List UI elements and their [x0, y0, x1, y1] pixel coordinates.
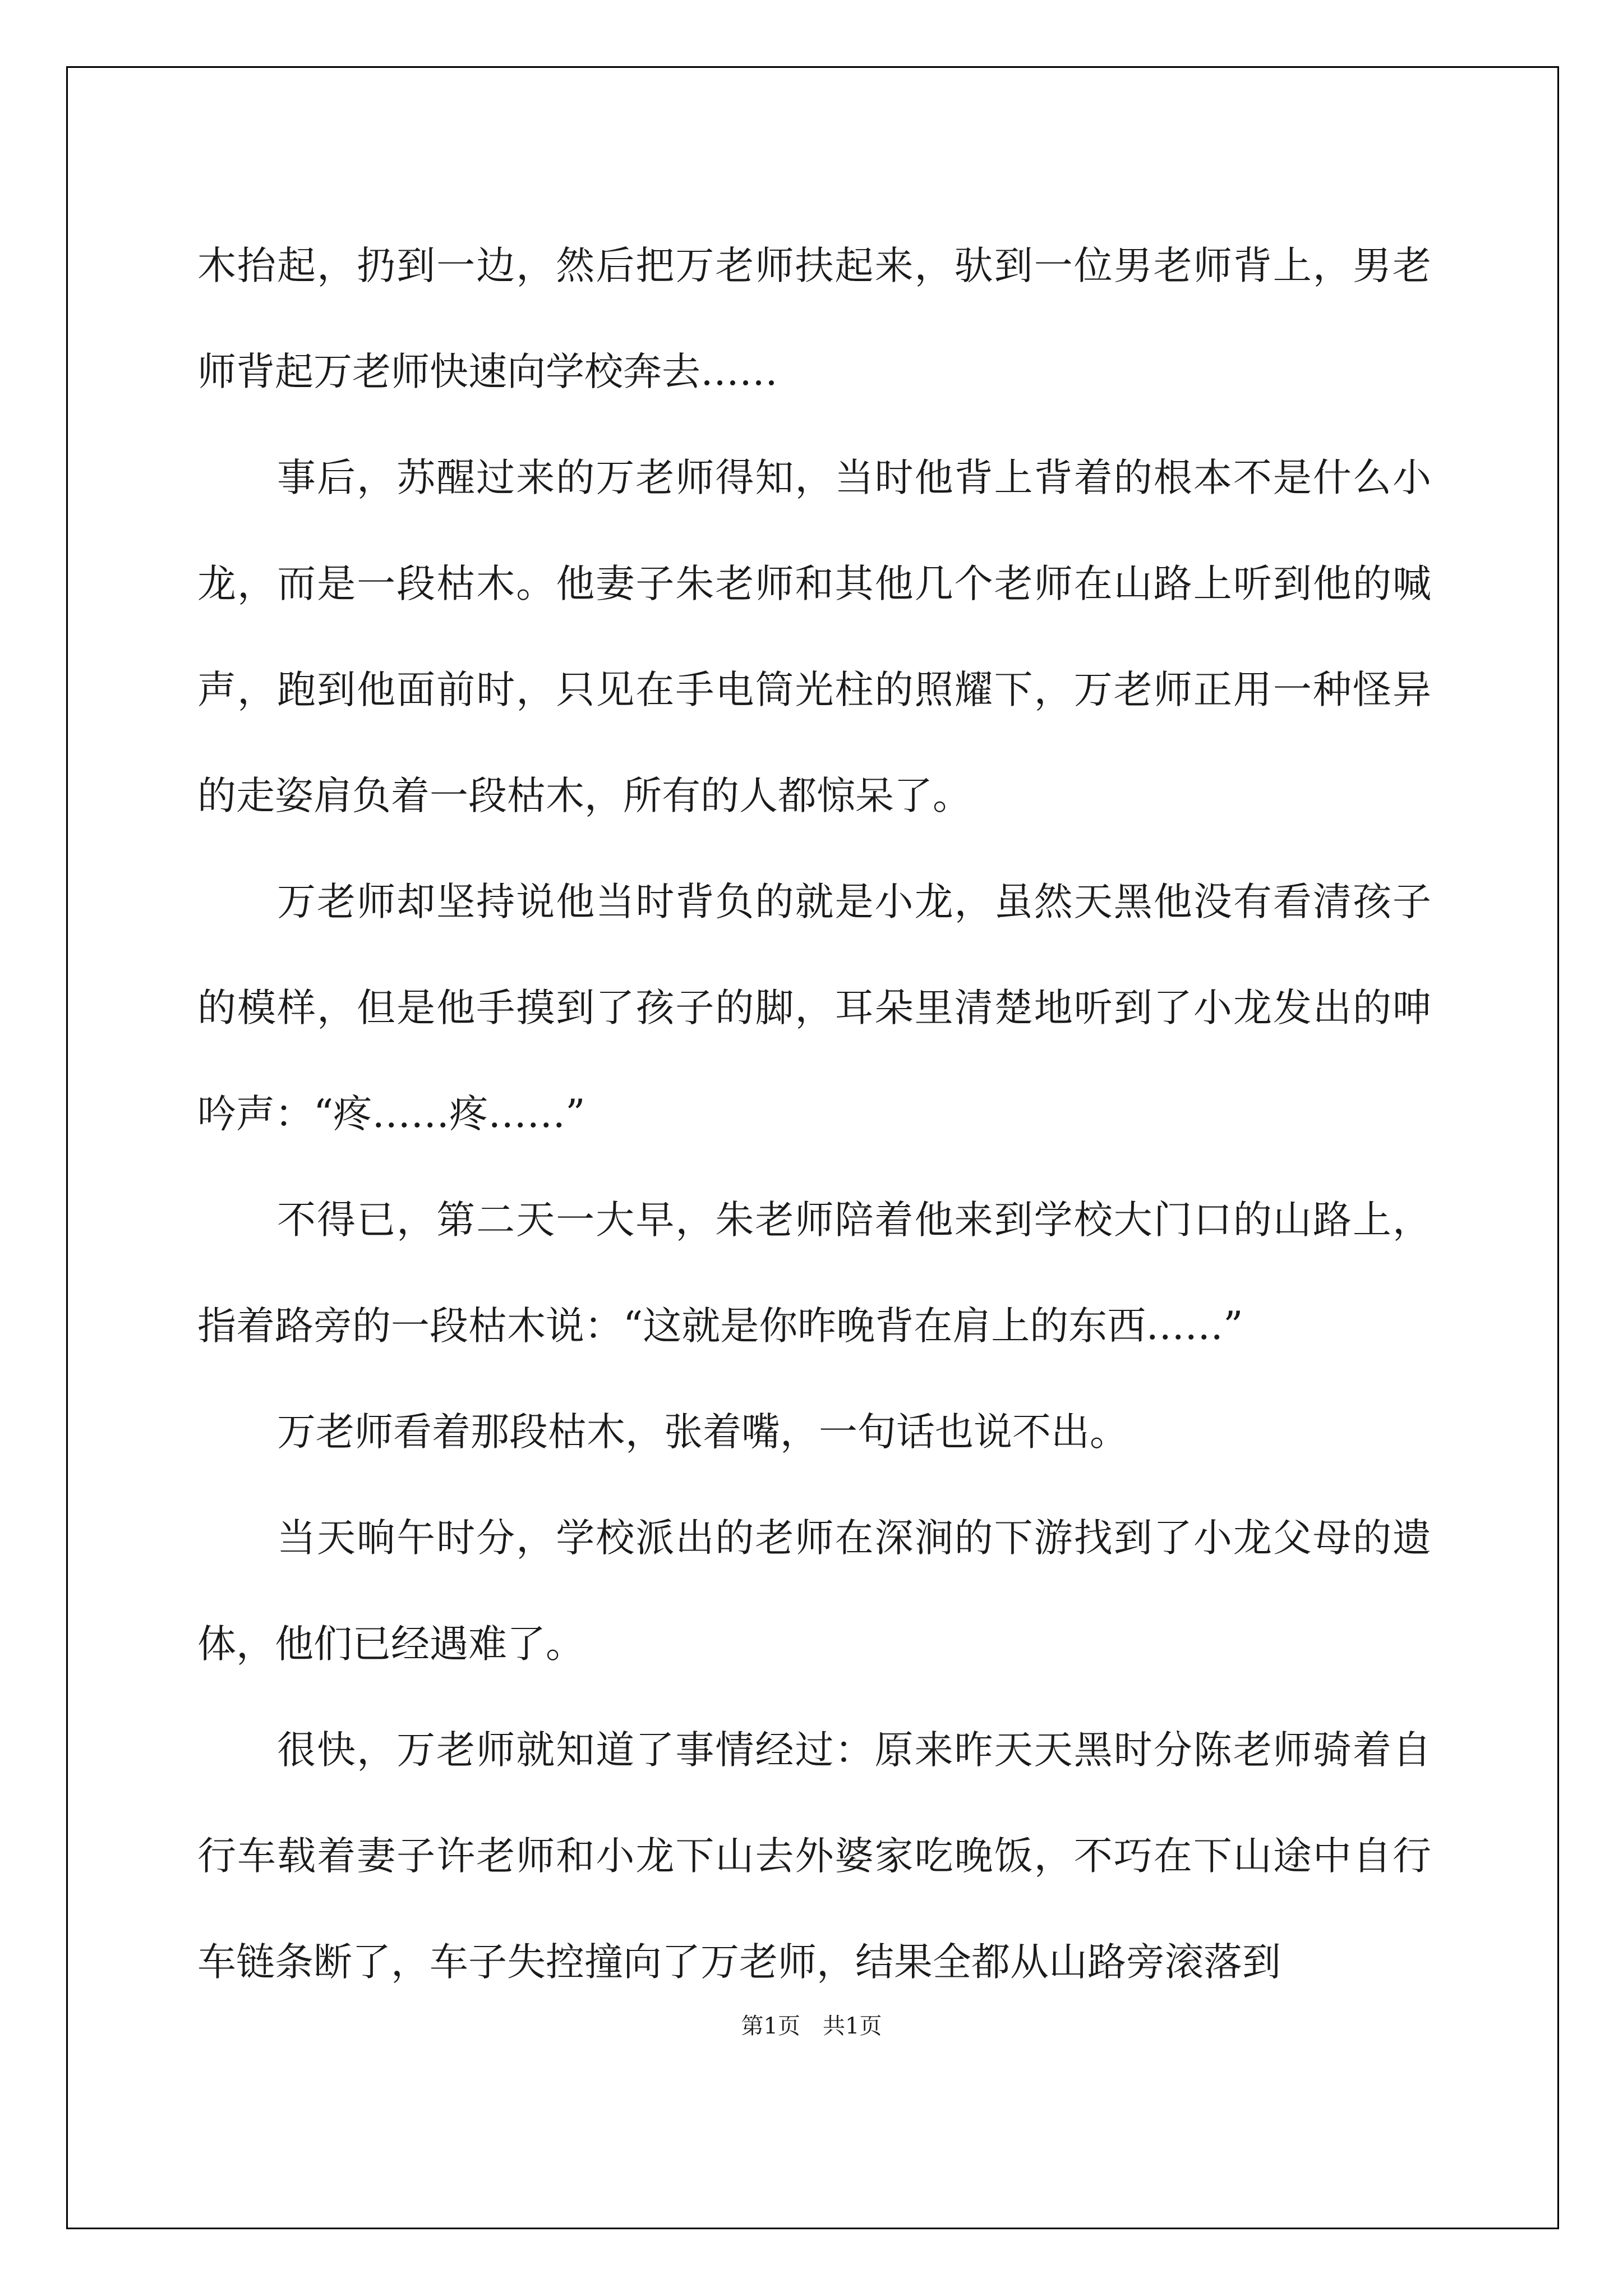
paragraph-4: 不得已，第二天一大早，朱老师陪着他来到学校大门口的山路上，指着路旁的一段枯木说：“这就是你昨晚背在肩上的东西……” — [197, 1198, 1431, 1349]
paragraph-7: 很快，万老师就知道了事情经过：原来昨天天黑时分陈老师骑着自行车载着妻子许老师和小龙下山去外婆家吃晚饭，不巧在下山途中自行车链条断了，车子失控撞向了万老师，结果全都从山路旁滚落到 — [197, 1728, 1431, 1985]
paragraph-2: 事后，苏醒过来的万老师得知，当时他背上背着的根本不是什么小龙，而是一段枯木。他妻子朱老师和其他几个老师在山路上听到他的喊声，跑到他面前时，只见在手电筒光柱的照耀下，万老师正用一种怪异的走姿肩负着一段枯木，所有的人都惊呆了。 — [197, 455, 1431, 818]
paragraph-6: 当天晌午时分，学校派出的老师在深涧的下游找到了小龙父母的遗体，他们已经遇难了。 — [197, 1516, 1431, 1667]
paragraph-5: 万老师看着那段枯木，张着嘴，一句话也说不出。 — [277, 1410, 1128, 1455]
paragraph-1: 木抬起，扔到一边，然后把万老师扶起来，驮到一位男老师背上，男老师背起万老师快速向学校奔去…… — [197, 243, 1431, 394]
page-footer: 第1页 共1页 — [741, 2013, 882, 2039]
document-body — [197, 213, 1431, 2016]
paragraph-3: 万老师却坚持说他当时背负的就是小龙，虽然天黑他没有看清孩子的模样，但是他手摸到了孩子的脚，耳朵里清楚地听到了小龙发出的呻吟声：“疼……疼……” — [197, 880, 1431, 1137]
